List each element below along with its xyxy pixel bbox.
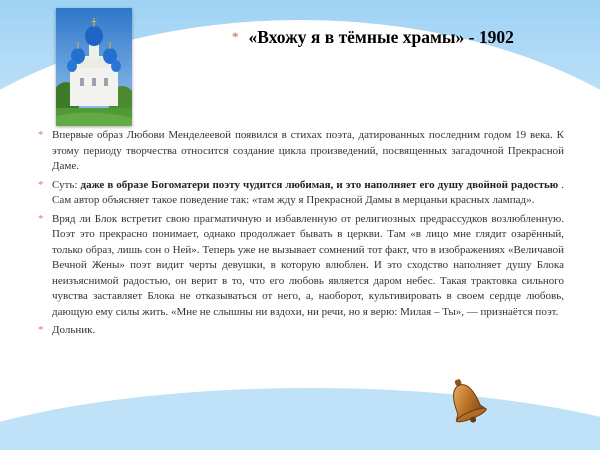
- title-text: «Вхожу я в тёмные храмы» - 1902: [248, 26, 514, 47]
- content-area: [38, 128, 564, 342]
- paragraph-bullet: *: [38, 178, 44, 191]
- paragraph-analysis: [38, 212, 564, 321]
- paragraph-bold-text: даже в образе Богоматери поэту чудится любимая, и это наполняет его душу двойной радостью: [80, 178, 559, 191]
- paragraph-lead: Суть:: [52, 178, 81, 191]
- paragraph-text: Вряд ли Блок встретит свою прагматичную и избавленную от религиозных предрассудков возлюбленную. Поэт это прекрасно понимает, однако продолжает бывать в церкви. Там «в лицо мне глядит озарённый, только образ, лишь сон о Ней». Теперь уже не вызывает сомнений тот факт, что в изображениях «Величавой Вечной Жены» поэт видит черты девушки, в которую влюблен. И это сходство наполняет душу Блока неизъяснимой радостью, он верит в то, что его любовь является даром небес. Такая трактовка сильного чувства заставляет Блока не отказываться от него, а, наоборот, культивировать в своем сердце любовь, дающую ему силы жить. «Мне не слышны ни вздохи, ни речи, но я верю: Милая – Ты», — признаётся поэт.: [52, 212, 564, 318]
- paragraph-intro: [38, 128, 564, 175]
- paragraph-bullet: *: [38, 212, 44, 225]
- paragraph-essence: [38, 178, 564, 209]
- paragraph-bullet: *: [38, 129, 44, 141]
- paragraph-rest: . Сам автор объясняет такое поведение так: «там жду я Прекрасной Дамы в мерцаньи красных лампад».: [52, 178, 565, 206]
- bell-icon[interactable]: [442, 376, 490, 426]
- church-photo-icon: [56, 8, 132, 126]
- title-bullet: *: [232, 29, 239, 44]
- paragraph-text: Дольник.: [52, 324, 96, 336]
- paragraph-text: Впервые образ Любови Менделеевой появился в стихах поэта, датированных последним годом 19 века. К этому периоду творчества относится создание цикла произведений, посвященных загадочной Прекрасной Даме.: [52, 129, 564, 172]
- slide-title: [232, 22, 588, 52]
- paragraph-bullet: *: [38, 324, 44, 336]
- paragraph-meter: [38, 323, 564, 339]
